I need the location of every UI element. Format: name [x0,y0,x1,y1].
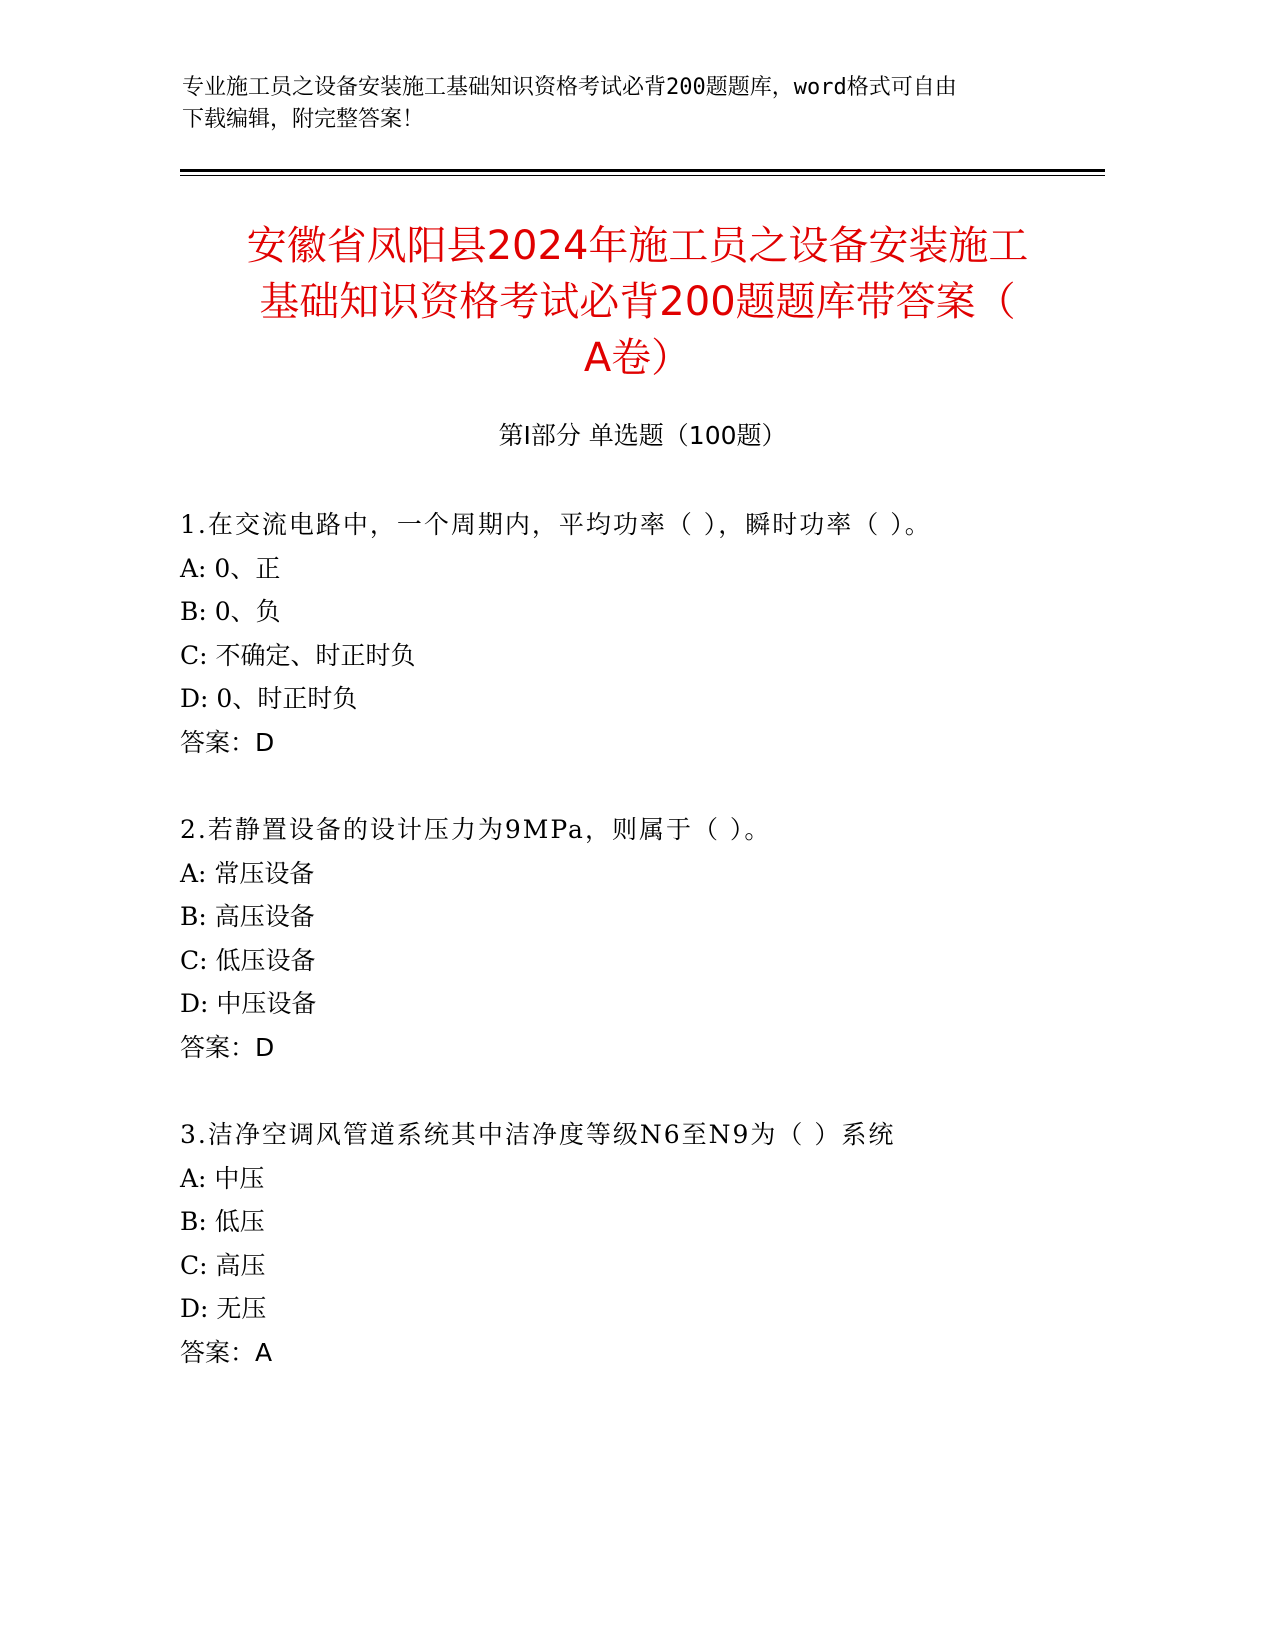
document-title [170,218,1105,386]
option-a: A: 0、正 [180,553,281,583]
option-b: B: 低压 [180,1207,265,1236]
title-line-1: 安徽省凤阳县2024年施工员之设备安装施工 [246,223,1029,269]
header-note-line-1: 专业施工员之设备安装施工基础知识资格考试必背200题题库，word格式可自由 [182,75,957,100]
answer: 答案：A [180,1337,273,1367]
answer: 答案：D [180,1032,275,1062]
question-1 [180,503,1105,764]
option-c: C: 不确定、时正时负 [180,640,416,670]
option-d: D: 0、时正时负 [180,684,358,713]
option-d: D: 中压设备 [180,989,317,1018]
section-title: 第Ⅰ部分 单选题（100题） [498,421,787,450]
option-d: D: 无压 [180,1294,267,1323]
option-a: A: 常压设备 [180,858,315,888]
question-3 [180,1113,1105,1374]
question-2 [180,808,1105,1069]
title-line-2: 基础知识资格考试必背200题题库带答案（ [259,279,1016,325]
header-note [182,72,1082,136]
option-a: A: 中压 [180,1163,265,1193]
header-divider-thin [180,175,1105,176]
option-b: B: 0、负 [180,597,281,626]
header-note-line-2: 下载编辑，附完整答案！ [182,107,425,132]
answer: 答案：D [180,727,275,757]
title-line-3: A卷） [583,335,692,381]
question-stem: 2.若静置设备的设计压力为9MPa，则属于（ ）。 [180,815,772,844]
option-c: C: 高压 [180,1250,266,1280]
option-c: C: 低压设备 [180,945,316,975]
question-stem: 1.在交流电路中，一个周期内，平均功率（ ），瞬时功率（ ）。 [180,510,932,539]
header-divider-thick [180,169,1105,172]
question-stem: 3.洁净空调风管道系统其中洁净度等级N6至N9为（ ）系统 [180,1120,896,1149]
option-b: B: 高压设备 [180,902,315,931]
